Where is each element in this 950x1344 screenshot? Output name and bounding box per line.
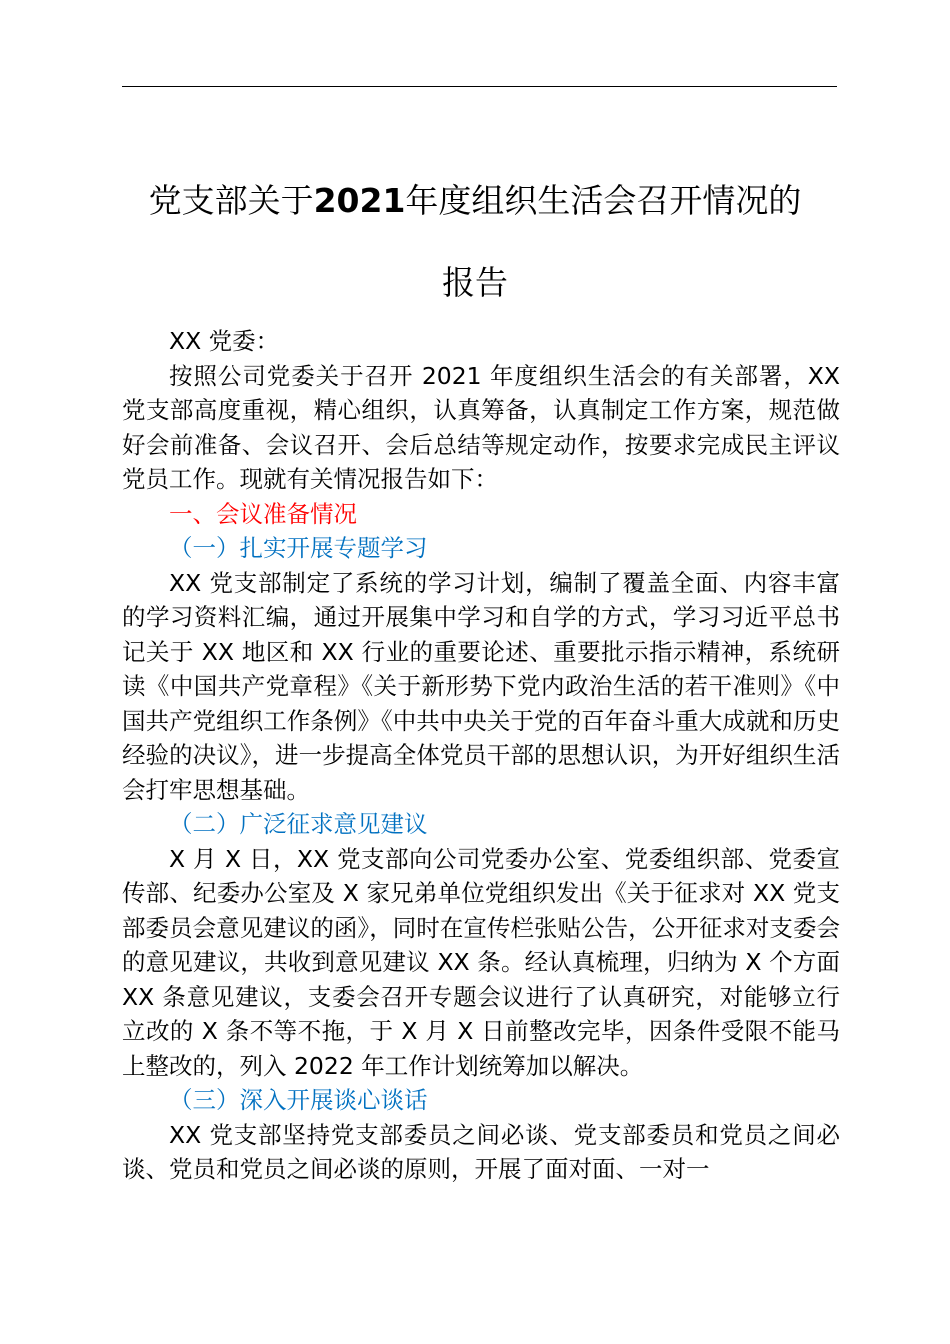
title-year: 2021 (313, 181, 406, 220)
salutation: XX 党委： (169, 327, 280, 355)
document-body (122, 324, 840, 1187)
subsection-1-body: XX 党支部制定了系统的学习计划，编制了覆盖全面、内容丰富的学习资料汇编，通过开展集中学习和自学的方式，学习习近平总书记关于 XX 地区和 XX 行业的重要论述、重要批示指示精神，系统研读《中国共产党章程》《关于新形势下党内政治生活的若干准则》《中国共产党组织工作条例》《中共中央关于党的百年奋斗重大成就和历史经验的决议》，进一步提高全体党员干部的思想认识，为开好组织生活会打牢思想基础。 (122, 568, 840, 804)
document-title (0, 160, 950, 324)
subsection-3-heading: （三）深入开展谈心谈话 (169, 1086, 428, 1114)
title-line-2: 报告 (442, 263, 508, 302)
section-1-heading: 一、会议准备情况 (169, 499, 357, 528)
subsection-2-body: X 月 X 日，XX 党支部向公司党委办公室、党委组织部、党委宣传部、纪委办公室及 X 家兄弟单位党组织发出《关于征求对 XX 党支部委员会意见建议的函》，同时在宣传栏张贴公告，公开征求对支委会的意见建议，共收到意见建议 XX 条。经认真梳理，归纳为 X 个方面 XX 条意见建议，支委会召开专题会议进行了认真研究，对能够立行立改的 X 条不等不拖，于 X 月 X 日前整改完毕，因条件受限不能马上整改的，列入 2022 年工作计划统筹加以解决。 (122, 844, 840, 1080)
subsection-2-heading: （二）广泛征求意见建议 (169, 810, 428, 838)
intro-paragraph: 按照公司党委关于召开 2021 年度组织生活会的有关部署，XX 党支部高度重视，精心组织，认真筹备，认真制定工作方案，规范做好会前准备、会议召开、会后总结等规定动作，按要求完成民主评议党员工作。现就有关情况报告如下： (122, 361, 840, 493)
title-suffix: 年度组织生活会召开情况的 (405, 181, 802, 220)
header-rule (122, 86, 837, 87)
subsection-1-heading: （一）扎实开展专题学习 (169, 534, 428, 562)
subsection-3-body: XX 党支部坚持党支部委员之间必谈、党支部委员和党员之间必谈、党员和党员之间必谈的原则，开展了面对面、一对一 (122, 1120, 840, 1183)
title-prefix: 党支部关于 (148, 181, 314, 220)
title-line-1 (0, 160, 950, 242)
